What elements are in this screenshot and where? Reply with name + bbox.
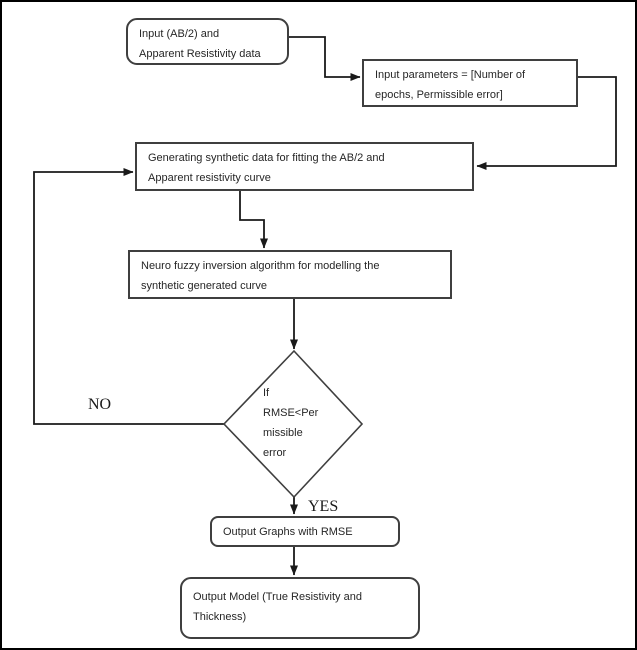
node-neuro-fuzzy	[128, 250, 452, 299]
node-decision-line1: If	[263, 387, 270, 399]
connector-inputdata-to-params	[289, 37, 360, 77]
node-generate-synthetic-line2: Apparent resistivity curve	[148, 172, 271, 184]
node-input-data-line1: Input (AB/2) and	[139, 28, 220, 40]
node-input-params-line2: epochs, Permissible error]	[375, 89, 503, 101]
node-output-graphs-line1: Output Graphs with RMSE	[223, 525, 353, 538]
branch-label-no: NO	[88, 396, 112, 413]
node-neuro-fuzzy-line1: Neuro fuzzy inversion algorithm for modelling the	[141, 260, 380, 272]
node-neuro-fuzzy-line2: synthetic generated curve	[141, 280, 267, 292]
node-decision-line3: missible	[263, 427, 303, 439]
node-generate-synthetic	[135, 142, 474, 191]
connector-generate-to-neurofuzzy	[240, 191, 264, 248]
node-output-model-line2: Thickness)	[193, 611, 247, 623]
node-input-params-line1: Input parameters = [Number of	[375, 69, 526, 81]
node-decision-text	[263, 383, 353, 463]
node-input-params	[362, 59, 578, 107]
branch-label-yes: YES	[308, 498, 339, 515]
node-output-model	[180, 577, 420, 639]
node-input-data	[126, 18, 289, 65]
node-generate-synthetic-line1: Generating synthetic data for fitting the AB/2 and	[148, 152, 385, 164]
node-input-data-line2: Apparent Resistivity data	[139, 48, 261, 60]
node-output-graphs	[210, 516, 400, 547]
node-output-model-line1: Output Model (True Resistivity and	[193, 591, 362, 603]
node-decision-line4: error	[263, 447, 287, 459]
node-decision-line2: RMSE<Per	[263, 407, 319, 419]
